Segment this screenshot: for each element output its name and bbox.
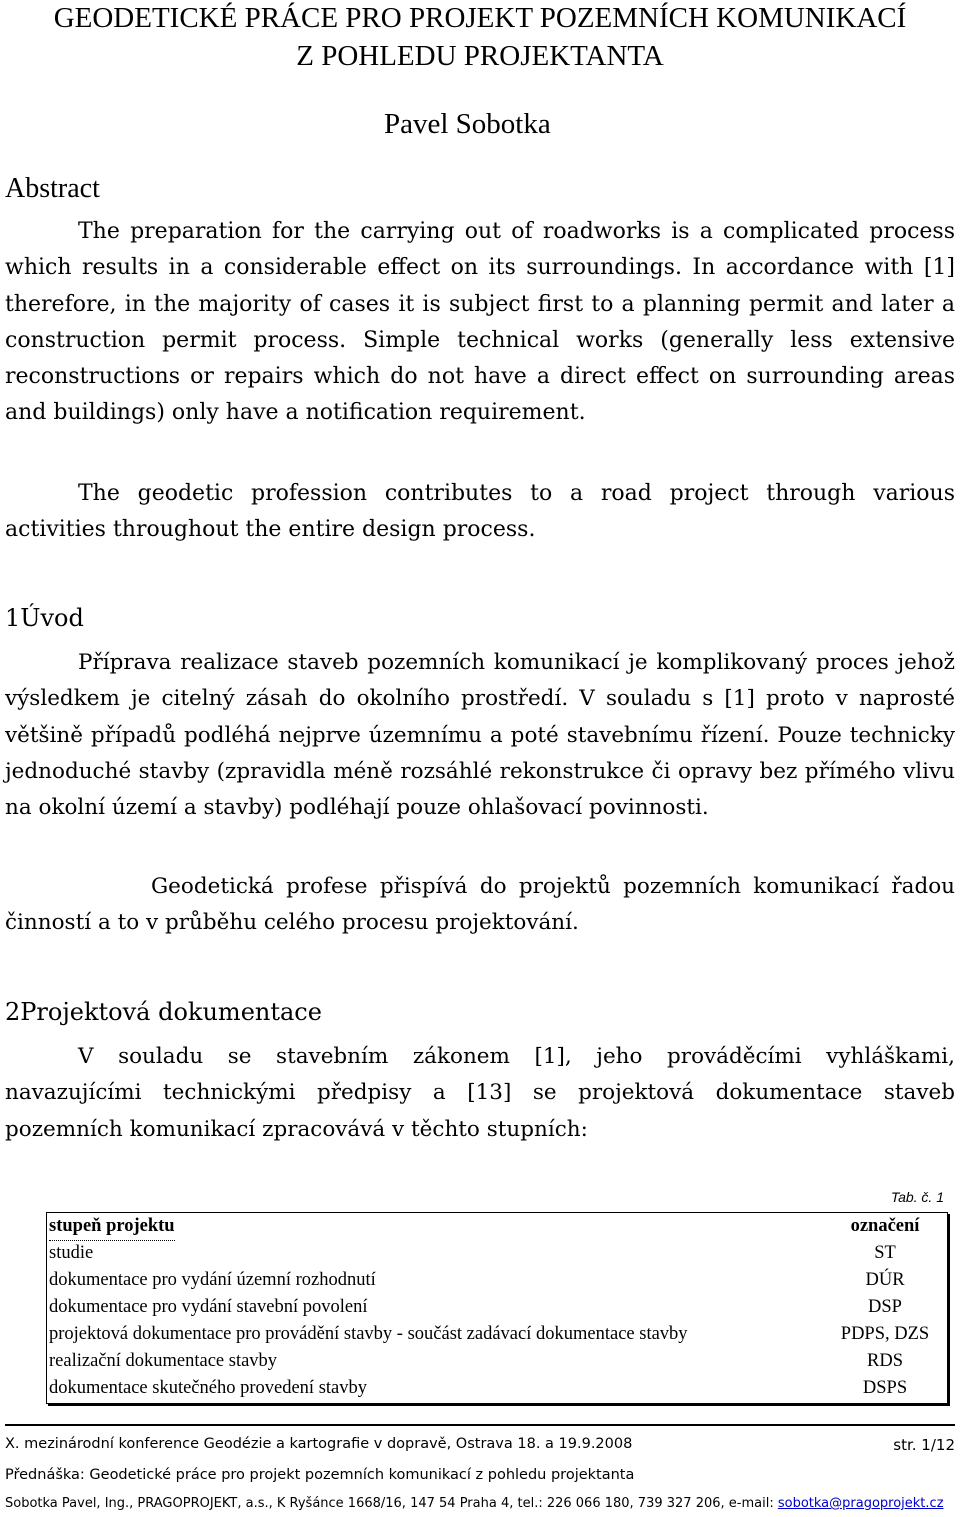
table-row: [49, 1375, 945, 1402]
footer-conference: X. mezinárodní konference Geodézie a kartografie v dopravě, Ostrava 18. a 19.9.2008: [5, 1436, 633, 1452]
table-cell-stage: dokumentace skutečného provedení stavby: [49, 1378, 367, 1398]
table-cell-code: RDS: [867, 1351, 903, 1371]
abstract-heading: Abstract: [5, 173, 100, 204]
footer-contact: Sobotka Pavel, Ing., PRAGOPROJEKT, a.s., K Ryšánce 1668/16, 147 54 Praha 4, tel.: 226 066 180, 739 327 206, e-mail:: [5, 1496, 778, 1511]
table-cell-code: ST: [874, 1243, 896, 1263]
section-2-heading: 2Projektová dokumentace: [5, 998, 322, 1026]
table-cell-code: DSP: [868, 1297, 902, 1317]
table-header-stage: stupeň projektu: [49, 1213, 175, 1241]
section-1-paragraph-1-text: Příprava realizace staveb pozemních komunikací je komplikovaný proces jehož výsledkem je citelný zásah do okolního prostředí. V souladu s [1] proto v naprosté většině případů podléhá nejprve územnímu a poté stavebnímu řízení. Pouze technicky jednoduché stavby (zpravidla méně rozsáhlé rekonstrukce či opravy bez přímého vlivu na okolní území a stavby) podléhají pouze ohlašovací povinnosti.: [5, 650, 955, 821]
email-link[interactable]: sobotka@pragoprojekt.cz: [777, 1496, 944, 1511]
section-1-paragraph-1: [5, 645, 955, 826]
table-cell-stage: dokumentace pro vydání územní rozhodnutí: [49, 1270, 376, 1290]
table-cell-code: DSPS: [862, 1378, 908, 1398]
footer-divider: [5, 1424, 955, 1426]
footer-lecture: Přednáška: Geodetické práce pro projekt pozemních komunikací z pohledu projektanta: [5, 1467, 635, 1483]
table-row: [49, 1267, 945, 1294]
footer-contact-line: [5, 1496, 955, 1511]
section-2-paragraph-1: [5, 1039, 955, 1148]
table-cell-stage: studie: [49, 1243, 94, 1263]
abstract-paragraph-2: [5, 476, 955, 549]
table-row: [49, 1321, 945, 1348]
abstract-paragraph-1-text: The preparation for the carrying out of roadworks is a complicated process which results in a considerable effect on its surroundings. In accordance with [1] therefore, in the majority of cases it is subject first to a planning permit and later a construction permit process. Simple technical works (generally less extensive reconstructions or repairs which do not have a direct effect on surrounding areas and buildings) only have a notification requirement.: [5, 219, 955, 426]
abstract-paragraph-2-text: The geodetic profession contributes to a road project through various activities throughout the entire design process.: [5, 481, 955, 543]
table-row: [49, 1348, 945, 1375]
stages-table: [46, 1212, 948, 1404]
table-cell-stage: projektová dokumentace pro provádění stavby - součást zadávací dokumentace stavby: [49, 1324, 688, 1344]
section-1-paragraph-2-text: Geodetická profese přispívá do projektů pozemních komunikací řadou činností a to v průběhu celého procesu projektování.: [5, 874, 955, 936]
section-1-paragraph-2: [5, 869, 955, 942]
table-header-row: [49, 1213, 945, 1240]
section-2-paragraph-1-text: V souladu se stavebním zákonem [1], jeho prováděcími vyhláškami, navazujícími technickými předpisy a [13] se projektová dokumentace staveb pozemních komunikací zpracovává v těchto stupních:: [5, 1044, 955, 1142]
table-caption: Tab. č. 1: [890, 1189, 944, 1205]
table-header-code: označení: [850, 1216, 920, 1236]
title-line-1: GEODETICKÉ PRÁCE PRO PROJEKT POZEMNÍCH KOMUNIKACÍ: [53, 2, 907, 34]
table-cell-stage: dokumentace pro vydání stavební povolení: [49, 1297, 368, 1317]
table-cell-code: PDPS, DZS: [840, 1324, 930, 1344]
table-cell-code: DÚR: [865, 1270, 905, 1290]
table-row: [49, 1240, 945, 1267]
table-row: [49, 1294, 945, 1321]
table-cell-stage: realizační dokumentace stavby: [49, 1351, 278, 1371]
footer-conference-line: [5, 1436, 955, 1452]
author-name: Pavel Sobotka: [384, 108, 551, 140]
section-1-heading: 1Úvod: [5, 604, 84, 632]
title-line-2: Z POHLEDU PROJEKTANTA: [296, 40, 664, 72]
page-number: str. 1/12: [893, 1436, 955, 1454]
abstract-paragraph-1: [5, 214, 955, 432]
